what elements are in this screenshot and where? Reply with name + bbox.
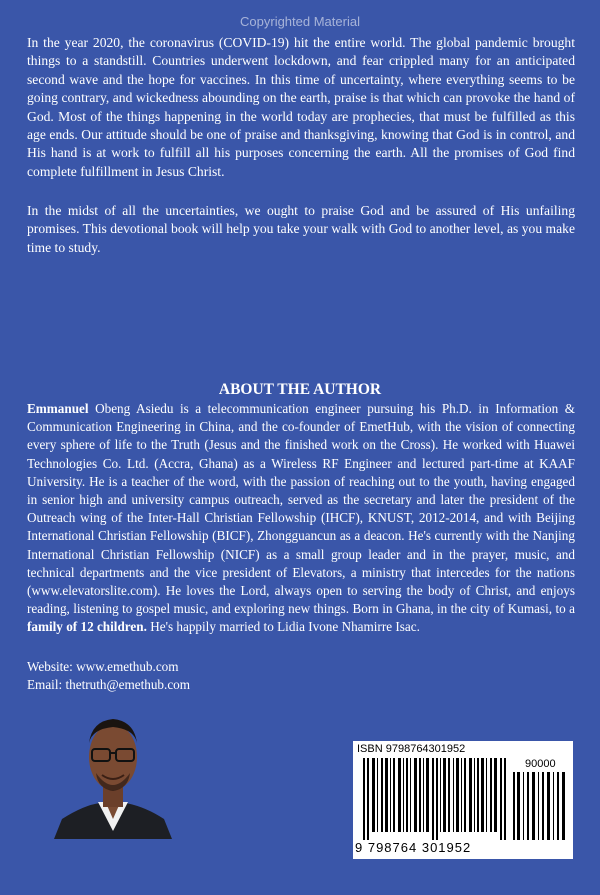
author-family: family of 12 children.: [27, 619, 147, 635]
addon-bars: [513, 758, 569, 840]
author-name: Emmanuel: [27, 401, 89, 416]
blurb-paragraph-1: In the year 2020, the coronavirus (COVID-19) hit the entire world. The global pandemic brought things to a standstill. Countries underwent lockdown, and fear crippled many for an anticipated second wave and the hope for vaccines. In this time of uncertainty, where everything seems to be going contrary, and wickedness abounding on the earth, praise is that which can provoke the hand of God. Most of the things happening in the world today are prophecies, that must be fulfilled as this age ends. Our attitude should be one of praise and thanksgiving, knowing that God is in control, and His hand is at work to fulfill all his purposes concerning the earth. All the promises of God find complete fulfillment in Jesus Christ.: [27, 35, 575, 179]
isbn-label: ISBN 9798764301952: [357, 743, 466, 755]
author-photo: [54, 707, 172, 839]
author-bio-text: Obeng Asiedu is a telecommunication engineer pursuing his Ph.D. in Information & Communication Engineering in China, and the co-founder of EmetHub, with the vision of connecting every sphere of life to the Truth (Jesus and the finished work on the Cross). He worked with Huawei Technologies Co. Ltd. (Accra, Ghana) as a Wireless RF Engineer and lectured part-time at KAAF University. He is a teacher of the word, with the passion of reaching out to the youth, having engaged in senior high and university campus outreach, served as the secretary and later the president of the Outreach wing of the Inter-Hall Christian Fellowship (IHCF), KNUST, 2012-2014, and with Beijing International Christian Fellowship (BICF), Zhongguancun as a deacon. He's currently with the Nanjing International Christian Fellowship (NICF) as a small group leader and in the prayer, music, and technical departments and the vice president of Elevators, a ministry that intercedes for the nations (www.elevatorslite.com). He loves the Lord, always open to serving the body of Christ, and enjoys reading, listening to gospel music, and exploring new things. Born in Ghana, in the city of Kumasi, to a: [27, 401, 575, 617]
website-line: Website: www.emethub.com: [27, 659, 179, 674]
email-line: Email: thetruth@emethub.com: [27, 677, 191, 692]
barcode-bars: [363, 758, 508, 840]
author-bio-end: He's happily married to Lidia Ivone Nhamirre Isac.: [146, 619, 420, 635]
blurb-paragraph-2: In the midst of all the uncertainties, we ought to praise God and be assured of His unfailing promises. This devotional book will help you take your walk with God to another level, as you make time to study.: [27, 203, 575, 255]
author-bio: [27, 400, 575, 637]
addon-number: 90000: [525, 758, 556, 770]
isbn-barcode: [353, 741, 573, 859]
watermark: Copyrighted Material: [240, 14, 360, 29]
barcode-digits: 9 798764 301952: [355, 840, 472, 855]
about-author-heading: ABOUT THE AUTHOR: [218, 381, 382, 398]
